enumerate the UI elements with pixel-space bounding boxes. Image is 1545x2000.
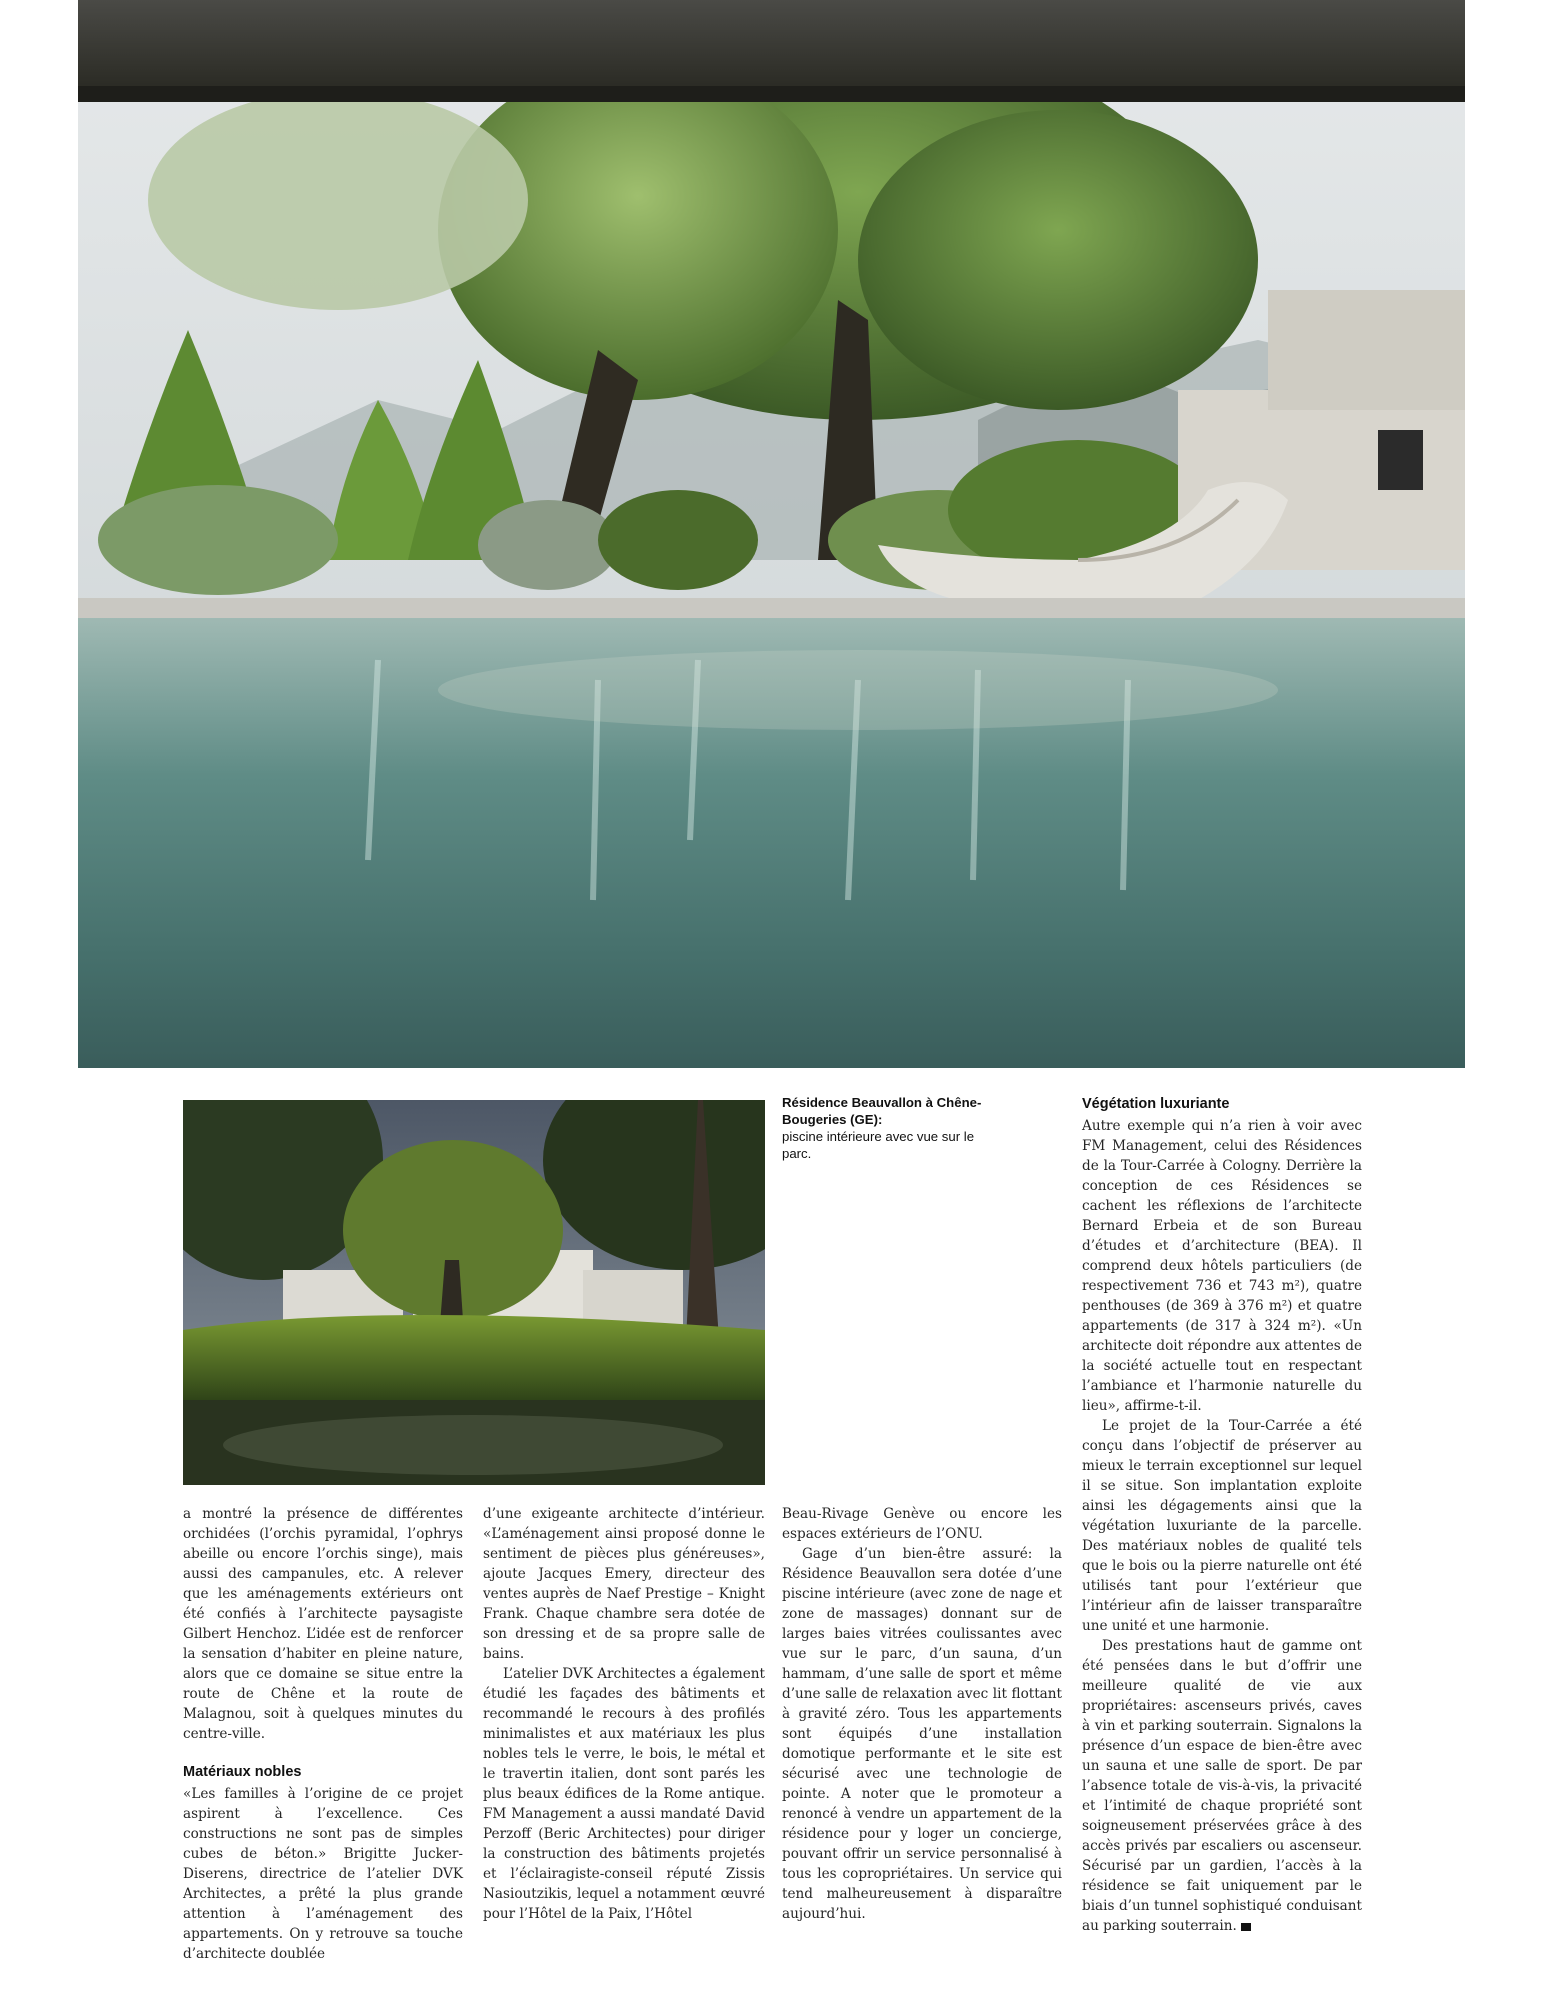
article-column-2 [483,1504,765,1924]
paragraph: d’une exigeante architecte d’intérieur. «L’aménagement ainsi proposé donne le sentiment de pièces plus généreuses», ajoute Jacques Emery, directeur des ventes auprès de Naef Prestige – Knight Frank. Chaque chambre sera dotée de son dressing et de sa propre salle de bains. [483,1506,765,1662]
section-heading-materiaux: Matériaux nobles [183,1764,302,1780]
paragraph: «Les familles à l’origine de ce projet aspirent à l’excellence. Ces constructions ne sont pas de simples cubes de béton.» Brigitte Jucker-Diserens, directrice de l’atelier DVK Architectes, a prêté la plus grande attention à l’aménagement des appartements. On y retrouve sa touche d’architecte doublée [183,1786,463,1962]
hero-photo-illustration [78,0,1465,1068]
article-column-3 [782,1504,1062,1924]
paragraph-final-text: Des prestations haut de gamme ont été pensées dans le but d’offrir une meilleure qualité de vie aux propriétaires: ascenseurs privés, caves à vin et parking souterrain. Signalons la présence d’un espace de bien-être avec un sauna et une salle de sport. De par l’absence totale de vis-à-vis, la privacité et l’intimité de chaque propriété sont soigneusement préservées grâce à des accès privés par escaliers ou ascenseur. Sécurisé par un gardien, l’accès à la résidence se fait uniquement par le biais d’un tunnel sophistiqué conduisant au parking souterrain. [1082,1638,1362,1934]
end-of-article-icon [1241,1923,1251,1931]
inset-photo-illustration [183,1100,765,1485]
inset-photo [183,1100,765,1485]
paragraph: Le projet de la Tour-Carrée a été conçu dans l’objectif de préserver au mieux le terrain exceptionnel sur lequel il se situe. Son implantation exploite ainsi les dégagements ainsi que la végétation luxuriante de la parcelle. Des matériaux nobles de qualité tels que le bois ou la pierre naturelle ont été utilisés tant pour l’extérieur que l’intérieur afin de laisser transparaître une unité et une harmonie. [1082,1418,1362,1634]
paragraph: a montré la présence de différentes orchidées (l’orchis pyramidal, l’ophrys abeille ou encore l’orchis singe), mais aussi des campanules, etc. A relever que les aménagements extérieurs ont été confiés à l’architecte paysagiste Gilbert Henchoz. L’idée est de renforcer la sensation d’habiter en pleine nature, alors que ce domaine se situe entre la route de Chêne et la route de Malagnou, soit à quelques minutes du centre-ville. [183,1506,463,1742]
paragraph: Autre exemple qui n’a rien à voir avec FM Management, celui des Résidences de la Tour-Carrée à Cologny. Derrière la conception de ces Résidences se cachent les réflexions de l’architecte Bernard Erbeia et de son Bureau d’études et d’architecture (BEA). Il comprend deux hôtels particuliers (de respectivement 736 et 743 m²), quatre penthouses (de 369 à 376 m²) et quatre appartements (de 317 à 324 m²). «Un architecte doit répondre aux attentes de la société actuelle tout en respectant l’ambiance et l’harmonie naturelle du lieu», affirme-t-il. [1082,1118,1362,1414]
hero-photo [78,0,1465,1068]
photo-caption [782,1094,982,1162]
caption-title: Résidence Beauvallon à Chêne-Bougeries (GE): [782,1095,982,1127]
section-heading-vegetation: Végétation luxuriante [1082,1096,1230,1112]
caption-text: piscine intérieure avec vue sur le parc. [782,1129,975,1161]
paragraph: Gage d’un bien-être assuré: la Résidence Beauvallon sera dotée d’une piscine intérieure (avec zone de nage et zone de massages) donnant sur de larges baies vitrées coulissantes avec vue sur le parc, d’un sauna, d’un hammam, d’une salle de sport et même d’une salle de relaxation avec lit flottant à gravité zéro. Tous les appartements sont équipés d’une installation domotique performante et le site est sécurisé avec une technologie de pointe. A noter que le promoteur a renoncé à vendre un appartement de la résidence pour y loger un concierge, pouvant offrir un service personnalisé à tous les copropriétaires. Un service qui tend malheureusement à disparaître aujourd’hui. [782,1546,1062,1922]
paragraph: Beau-Rivage Genève ou encore les espaces extérieurs de l’ONU. [782,1506,1062,1542]
article-column-1 [183,1504,463,1964]
paragraph-final [1082,1636,1362,1936]
paragraph: L’atelier DVK Architectes a également étudié les façades des bâtiments et recommandé le recours à des profilés minimalistes et aux matériaux les plus nobles tels le verre, le bois, le métal et le travertin italien, dont sont parés les plus beaux édifices de la Rome antique. FM Management a aussi mandaté David Perzoff (Beric Architectes) pour diriger la construction des bâtiments projetés et l’éclairagiste-conseil réputé Zissis Nasioutzikis, lequel a notamment œuvré pour l’Hôtel de la Paix, l’Hôtel [483,1666,765,1922]
article-column-4 [1082,1094,1362,1936]
